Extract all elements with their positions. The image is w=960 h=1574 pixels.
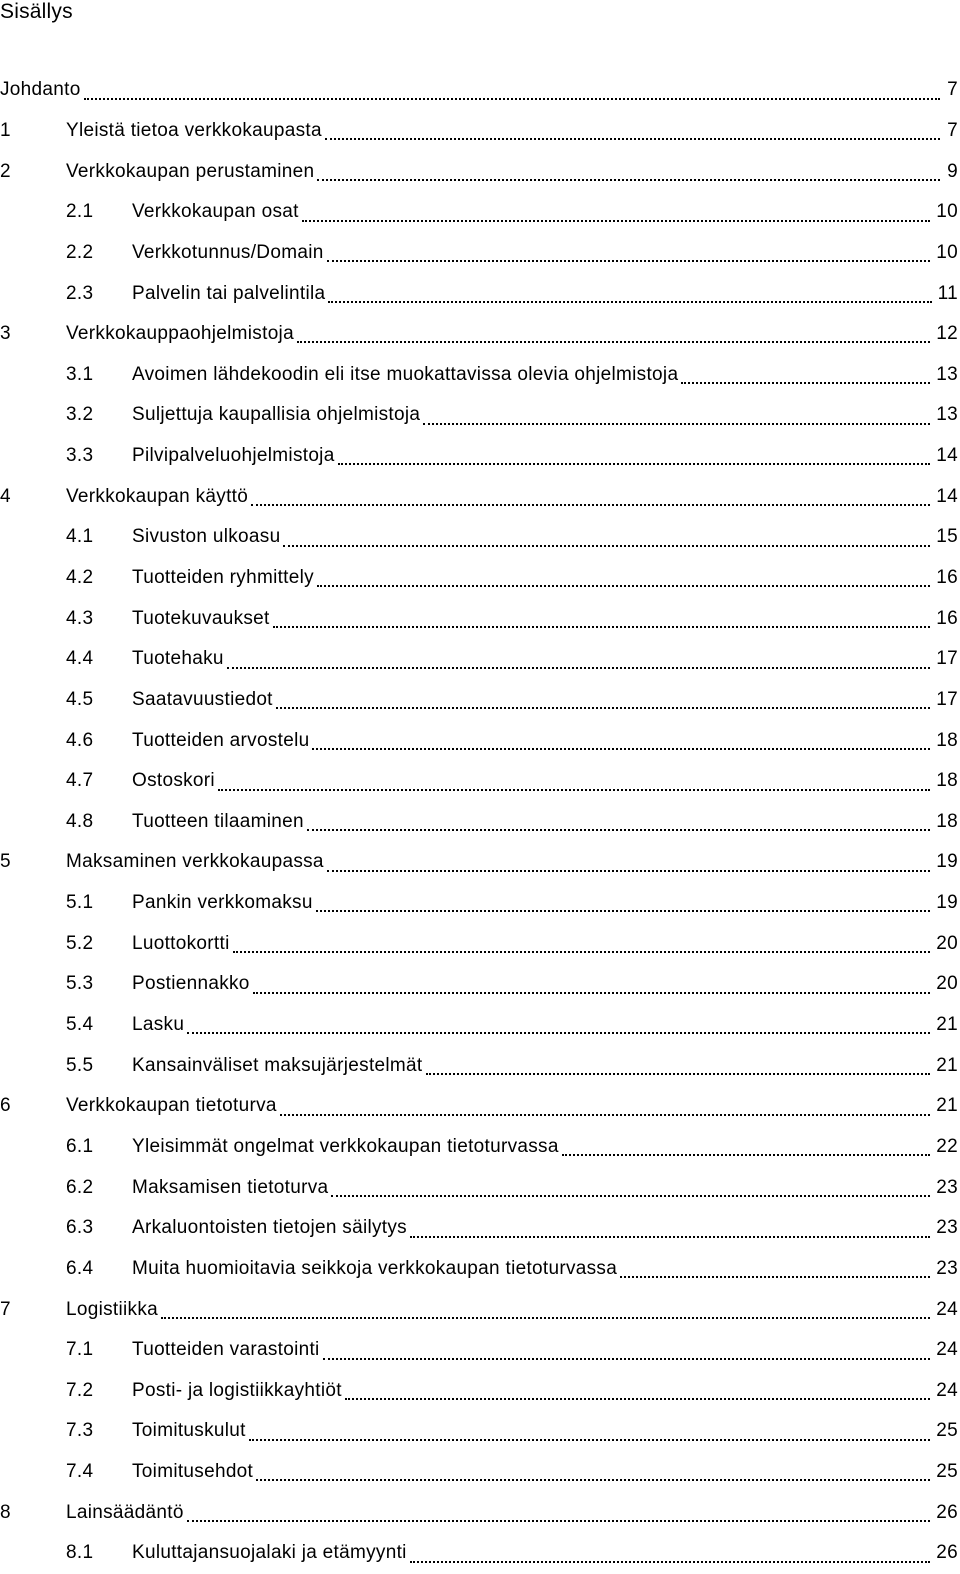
toc-dot-leader (256, 1479, 930, 1481)
toc-entry-number: 2 (0, 160, 11, 182)
toc-entry-page-number: 14 (936, 445, 958, 467)
toc-entry-number: 5.5 (66, 1054, 94, 1076)
toc-entry[interactable] (0, 1330, 960, 1371)
toc-entry-page-number: 16 (936, 567, 958, 588)
toc-entry-number: 6.2 (66, 1176, 94, 1198)
toc-dot-leader (161, 1317, 930, 1319)
toc-entry-number: 6.4 (66, 1257, 94, 1279)
toc-dot-leader (187, 1520, 931, 1522)
toc-dot-leader (316, 910, 931, 912)
toc-dot-leader (317, 585, 930, 587)
toc-entry-page-number: 21 (936, 1054, 958, 1076)
toc-entry-number: 5.2 (66, 932, 94, 954)
toc-entry[interactable] (0, 314, 960, 355)
toc-entry-number: 2.1 (66, 201, 94, 223)
toc-entry-label: Arkaluontoisten tietojen säilytys (132, 1217, 407, 1239)
toc-entry-number: 4.3 (66, 607, 94, 629)
toc-entry-page-number: 17 (936, 648, 958, 670)
toc-entry-number: 3.1 (66, 363, 94, 385)
toc-entry[interactable] (0, 1371, 960, 1412)
toc-entry-page-number: 16 (936, 607, 958, 629)
toc-dot-leader (283, 545, 930, 547)
toc-entry-page-number: 7 (947, 79, 958, 101)
toc-entry-page-number: 23 (936, 1257, 958, 1279)
toc-entry-label: Verkkokaupan käyttö (66, 485, 249, 507)
toc-entry[interactable] (0, 1167, 960, 1208)
toc-entry[interactable] (0, 1492, 960, 1533)
toc-entry-label: Ostoskori (132, 770, 215, 792)
toc-dot-leader (187, 1032, 930, 1034)
toc-dot-leader (307, 829, 930, 831)
toc-dot-leader (345, 1398, 930, 1400)
toc-entry[interactable] (0, 1045, 960, 1086)
toc-entry[interactable] (0, 233, 960, 274)
toc-entry-number: 7.1 (66, 1339, 94, 1361)
toc-dot-leader (317, 179, 940, 181)
toc-entry-number: 7.4 (66, 1461, 94, 1483)
toc-entry-page-number: 10 (936, 241, 958, 263)
toc-entry-label: Yleisimmät ongelmat verkkokaupan tietoturvassa (132, 1135, 559, 1157)
toc-entry-label: Posti- ja logistiikkayhtiöt (132, 1379, 342, 1401)
toc-entry-page-number: 25 (936, 1420, 958, 1442)
toc-entry-page-number: 24 (936, 1298, 958, 1320)
toc-entry-page-number: 13 (936, 404, 958, 426)
toc-entry-label: Postiennakko (132, 973, 250, 995)
toc-dot-leader (327, 870, 930, 872)
toc-entry-page-number: 9 (947, 160, 958, 182)
toc-dot-leader (410, 1561, 931, 1563)
toc-entry-label: Verkkokaupan perustaminen (66, 160, 315, 182)
toc-entry-page-number: 13 (936, 363, 958, 385)
toc-entry-label: Tuotteiden arvostelu (132, 729, 310, 751)
toc-entry[interactable] (0, 476, 960, 517)
toc-entry[interactable] (0, 70, 960, 111)
toc-entry-label: Kuluttajansuojalaki ja etämyynti (132, 1542, 407, 1564)
toc-entry-label: Toimituskulut (132, 1420, 246, 1442)
toc-entry-number: 4 (0, 485, 11, 507)
toc-entry-label: Tuotteen tilaaminen (132, 810, 304, 832)
toc-entry-page-number: 14 (936, 485, 958, 507)
toc-dot-leader (426, 1073, 931, 1075)
toc-entry-number: 7.2 (66, 1379, 94, 1401)
toc-entry-page-number: 19 (936, 851, 958, 873)
toc-entry-label: Lainsäädäntö (66, 1501, 184, 1523)
toc-dot-leader (253, 992, 931, 994)
toc-entry-number: 5.1 (66, 892, 94, 914)
toc-entry-label: Saatavuustiedot (132, 688, 273, 710)
toc-title: Sisällys (0, 0, 73, 23)
toc-dot-leader (276, 707, 931, 709)
toc-entry-page-number: 22 (936, 1135, 958, 1157)
toc-entry-label: Tuotehaku (132, 648, 224, 670)
toc-entry-page-number: 7 (947, 119, 958, 141)
toc-dot-leader (681, 382, 930, 384)
toc-entry[interactable] (0, 964, 960, 1005)
toc-dot-leader (273, 626, 931, 628)
toc-entry[interactable] (0, 517, 960, 558)
toc-entry-number: 4.8 (66, 810, 94, 832)
toc-entry-label: Johdanto (0, 79, 81, 101)
toc-dot-leader (331, 1195, 930, 1197)
toc-entry-page-number: 15 (936, 526, 958, 548)
toc-entry[interactable] (0, 436, 960, 477)
toc-entry-page-number: 26 (936, 1542, 958, 1564)
toc-entry[interactable] (0, 761, 960, 802)
toc-entry-page-number: 23 (936, 1176, 958, 1198)
toc-entry[interactable] (0, 923, 960, 964)
toc-entry[interactable] (0, 1289, 960, 1330)
toc-entry-label: Tuotteiden varastointi (132, 1339, 320, 1361)
toc-entry-number: 2.2 (66, 241, 94, 263)
toc-entry-page-number: 24 (936, 1339, 958, 1361)
toc-entry[interactable] (0, 1249, 960, 1290)
toc-dot-leader (84, 98, 940, 100)
toc-entry[interactable] (0, 802, 960, 843)
toc-entry-label: Verkkokaupan osat (132, 201, 299, 223)
toc-dot-leader (410, 1236, 930, 1238)
toc-entry-page-number: 26 (936, 1501, 958, 1523)
toc-entry-page-number: 25 (936, 1461, 958, 1483)
toc-entry[interactable] (0, 151, 960, 192)
toc-entry-label: Kansainväliset maksujärjestelmät (132, 1054, 423, 1076)
toc-entry[interactable] (0, 558, 960, 599)
toc-entry-page-number: 12 (936, 323, 958, 345)
toc-entry-number: 1 (0, 119, 11, 141)
toc-entry-page-number: 17 (936, 688, 958, 710)
toc-dot-leader (562, 1154, 931, 1156)
toc-dot-leader (218, 789, 930, 791)
toc-entry-page-number: 18 (936, 729, 958, 751)
toc-entry-label: Tuotekuvaukset (132, 607, 270, 629)
toc-entry-number: 6.1 (66, 1135, 94, 1157)
toc-entry-label: Sivuston ulkoasu (132, 526, 281, 548)
toc-entry-number: 7 (0, 1298, 11, 1320)
toc-entry[interactable] (0, 1127, 960, 1168)
toc-entry-number: 3 (0, 323, 11, 345)
toc-entry-label: Suljettuja kaupallisia ohjelmistoja (132, 404, 421, 426)
toc-entry[interactable] (0, 1086, 960, 1127)
toc-entry[interactable] (0, 598, 960, 639)
toc-entry[interactable] (0, 273, 960, 314)
toc-dot-leader (620, 1276, 930, 1278)
toc-entry-label: Logistiikka (66, 1298, 159, 1320)
toc-entry-number: 4.2 (66, 567, 94, 588)
toc-entry-page-number: 20 (936, 932, 958, 954)
toc-dot-leader (338, 463, 931, 465)
toc-entry-number: 4.5 (66, 688, 94, 710)
toc-entry-label: Muita huomioitavia seikkoja verkkokaupan tietoturvassa (132, 1257, 618, 1279)
toc-entry-page-number: 19 (936, 892, 958, 914)
toc-dot-leader (423, 423, 930, 425)
toc-entry[interactable] (0, 192, 960, 233)
toc-entry-number: 8 (0, 1501, 11, 1523)
toc-entry-number: 4.1 (66, 526, 94, 548)
toc-dot-leader (297, 341, 930, 343)
toc-entry[interactable] (0, 680, 960, 721)
toc-entry[interactable] (0, 111, 960, 152)
toc-entry-number: 5.3 (66, 973, 94, 995)
toc-dot-leader (323, 1358, 931, 1360)
toc-entry-label: Palvelin tai palvelintila (132, 282, 326, 304)
toc-dot-leader (233, 951, 931, 953)
toc-entry-label: Verkkokaupan tietoturva (66, 1095, 277, 1117)
toc-entry-number: 8.1 (66, 1542, 94, 1564)
toc-entry-page-number: 18 (936, 770, 958, 792)
toc-entry-label: Tuotteiden ryhmittely (132, 567, 314, 588)
toc-entry-page-number: 11 (937, 282, 958, 304)
toc-entry[interactable] (0, 883, 960, 924)
toc-list (0, 70, 960, 1574)
toc-entry-label: Pankin verkkomaksu (132, 892, 313, 914)
toc-dot-leader (249, 1439, 931, 1441)
toc-dot-leader (325, 138, 940, 140)
toc-entry-label: Avoimen lähdekoodin eli itse muokattavissa olevia ohjelmistoja (132, 363, 679, 385)
toc-entry-label: Pilvipalveluohjelmistoja (132, 445, 335, 467)
toc-entry-number: 2.3 (66, 282, 94, 304)
toc-entry[interactable] (0, 720, 960, 761)
toc-entry-page-number: 24 (936, 1379, 958, 1401)
toc-entry-label: Toimitusehdot (132, 1461, 254, 1483)
toc-entry-page-number: 10 (936, 201, 958, 223)
toc-entry-number: 7.3 (66, 1420, 94, 1442)
toc-entry-number: 4.6 (66, 729, 94, 751)
toc-entry[interactable] (0, 395, 960, 436)
toc-entry[interactable] (0, 1533, 960, 1574)
toc-entry-label: Lasku (132, 1014, 185, 1036)
toc-entry[interactable] (0, 1005, 960, 1046)
toc-entry[interactable] (0, 1452, 960, 1493)
toc-dot-leader (328, 301, 931, 303)
toc-entry-number: 6.3 (66, 1217, 94, 1239)
toc-entry-number: 5 (0, 851, 11, 873)
toc-entry-number: 3.2 (66, 404, 94, 426)
toc-entry-label: Yleistä tietoa verkkokaupasta (66, 119, 322, 141)
toc-dot-leader (312, 748, 930, 750)
toc-entry-number: 3.3 (66, 445, 94, 467)
toc-entry-page-number: 23 (936, 1217, 958, 1239)
toc-dot-leader (327, 260, 931, 262)
toc-entry-number: 4.7 (66, 770, 94, 792)
toc-dot-leader (227, 667, 930, 669)
toc-entry-label: Verkkotunnus/Domain (132, 241, 324, 263)
toc-entry-page-number: 21 (936, 1014, 958, 1036)
toc-entry[interactable] (0, 842, 960, 883)
toc-entry-number: 6 (0, 1095, 11, 1117)
toc-entry-page-number: 21 (936, 1095, 958, 1117)
toc-entry[interactable] (0, 354, 960, 395)
toc-entry-page-number: 18 (936, 810, 958, 832)
toc-entry[interactable] (0, 1208, 960, 1249)
toc-entry-page-number: 20 (936, 973, 958, 995)
toc-entry-label: Maksaminen verkkokaupassa (66, 851, 324, 873)
toc-entry-number: 4.4 (66, 648, 94, 670)
toc-entry-label: Maksamisen tietoturva (132, 1176, 329, 1198)
toc-dot-leader (280, 1114, 931, 1116)
toc-entry-number: 5.4 (66, 1014, 94, 1036)
toc-entry-label: Verkkokauppaohjelmistoja (66, 323, 294, 345)
toc-entry-label: Luottokortti (132, 932, 230, 954)
toc-entry[interactable] (0, 639, 960, 680)
toc-entry[interactable] (0, 1411, 960, 1452)
toc-dot-leader (251, 504, 930, 506)
toc-dot-leader (302, 220, 931, 222)
